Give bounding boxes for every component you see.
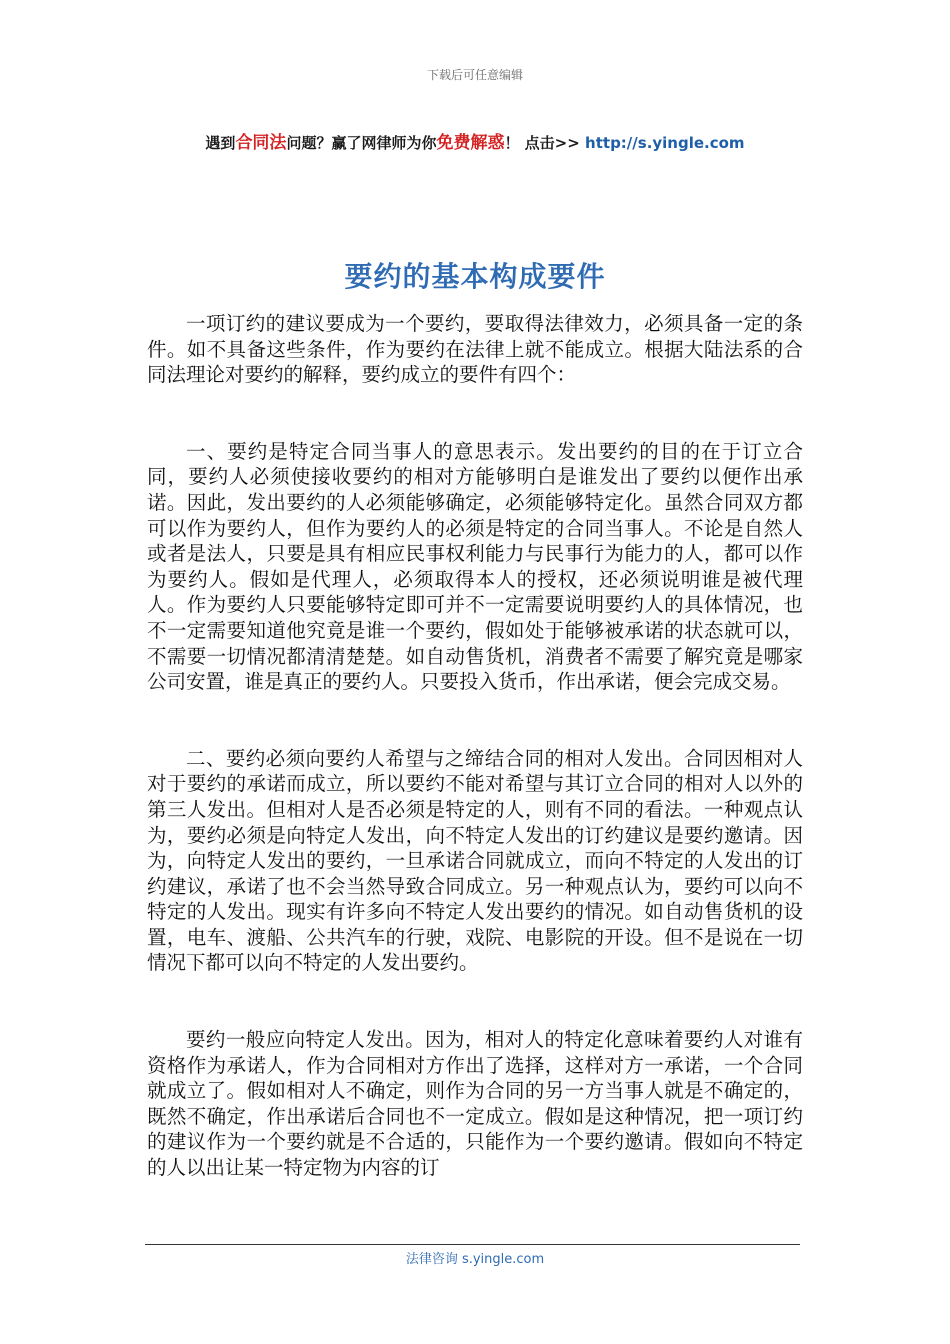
promo-banner (0, 128, 950, 153)
footer-divider (145, 1244, 800, 1245)
paragraph-gap (147, 388, 803, 439)
promo-suffix: ！ 点击>> (504, 134, 586, 152)
document-body (147, 311, 803, 1181)
header-note: 下载后可任意编辑 (426, 68, 523, 82)
paragraph-gap (147, 976, 803, 1027)
paragraph-requirement-2: 二、要约必须向要约人希望与之缔结合同的相对人发出。合同因相对人对于要约的承诺而成立，所以要约不能对希望与其订立合同的相对人以外的第三人发出。但相对人是否必须是特定的人，则有不同的看法。一种观点认为，要约必须是向特定人发出，向不特定人发出的订约建议是要约邀请。因为，向特定人发出的要约，一旦承诺合同就成立，而向不特定的人发出的订约建议，承诺了也不会当然导致合同成立。另一种观点认为，要约可以向不特定的人发出。现实有许多向不特定人发出要约的情况。如自动售货机的设置，电车、渡船、公共汽车的行驶，戏院、电影院的开设。但不是说在一切情况下都可以向不特定的人发出要约。 (147, 746, 803, 975)
paragraph-specific-party: 要约一般应向特定人发出。因为，相对人的特定化意味着要约人对谁有资格作为承诺人，作为合同相对方作出了选择，这样对方一承诺，一个合同就成立了。假如相对人不确定，则作为合同的另一方当事人就是不确定的，既然不确定，作出承诺后合同也不一定成立。假如是这种情况，把一项订约的建议作为一个要约就是不合适的，只能作为一个要约邀请。假如向不特定的人以出让某一特定物为内容的订 (147, 1028, 803, 1180)
promo-middle: 问题？赢了网律师为你 (286, 134, 437, 152)
paragraph-intro: 一项订约的建议要成为一个要约，要取得法律效力，必须具备一定的条件。如不具备这些条件，作为要约在法律上就不能成立。根据大陆法系的合同法理论对要约的解释，要约成立的要件有四个： (147, 312, 803, 387)
paragraph-requirement-1: 一、要约是特定合同当事人的意思表示。发出要约的目的在于订立合同，要约人必须使接收要约的相对方能够明白是谁发出了要约以便作出承诺。因此，发出要约的人必须能够确定，必须能够特定化。虽然合同双方都可以作为要约人，但作为要约人的必须是特定的合同当事人。不论是自然人或者是法人，只要是具有相应民事权利能力与民事行为能力的人，都可以作为要约人。假如是代理人，必须取得本人的授权，还必须说明谁是被代理人。作为要约人只要能够特定即可并不一定需要说明要约人的具体情况，也不一定需要知道他究竟是谁一个要约，假如处于能够被承诺的状态就可以，不需要一切情况都清清楚楚。如自动售货机，消费者不需要了解究竟是哪家公司安置，谁是真正的要约人。只要投入货币，作出承诺，便会完成交易。 (147, 439, 803, 694)
paragraph-gap (147, 695, 803, 746)
footer-text: 法律咨询 s.yingle.com (405, 1252, 545, 1267)
promo-prefix: 遇到 (205, 134, 236, 152)
promo-highlight-free: 免费解惑 (436, 133, 505, 153)
promo-link[interactable]: http://s.yingle.com (585, 134, 745, 152)
promo-highlight-contract-law: 合同法 (235, 133, 287, 153)
document-title: 要约的基本构成要件 (344, 260, 606, 293)
